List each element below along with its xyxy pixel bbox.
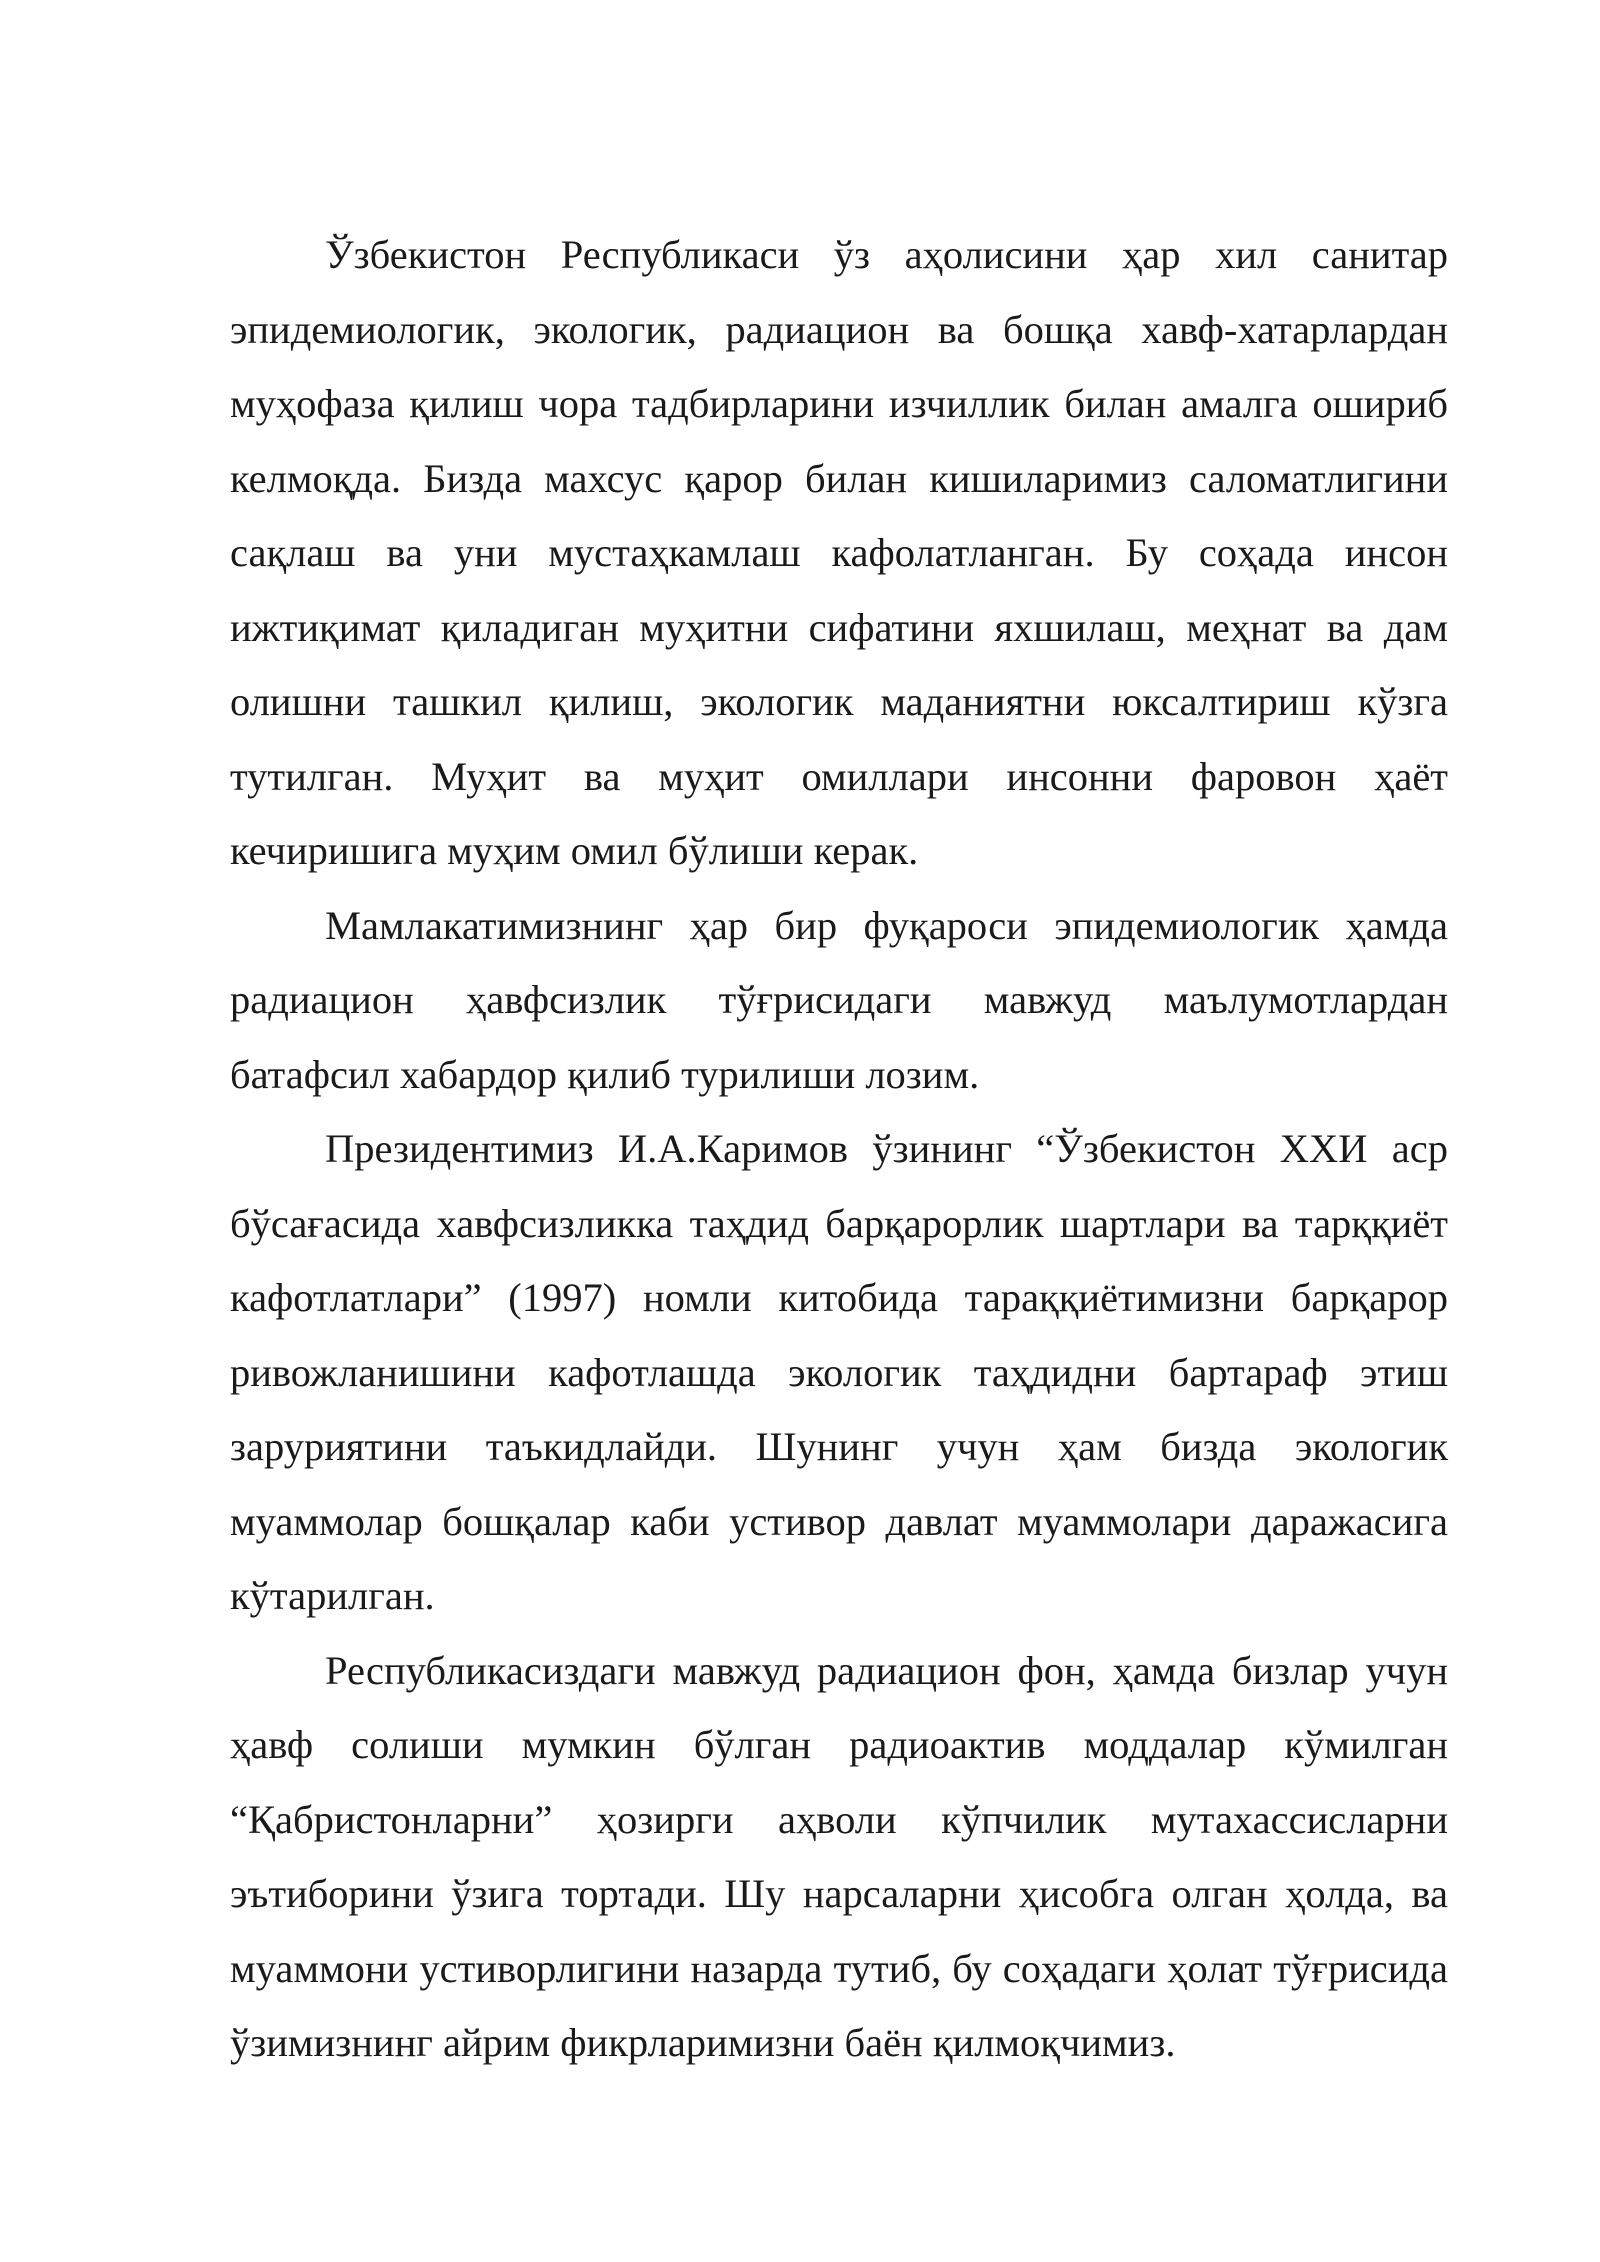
paragraph-2: Мамлакатимизнинг ҳар бир фуқароси эпидемиологик ҳамда радиацион ҳавфсизлик тўғрисидаги мавжуд маълумотлардан батафсил хабардор қилиб турилиши лозим. [230, 902, 1448, 1097]
document-body [230, 218, 1448, 2081]
paragraph-1: Ўзбекистон Республикаси ўз аҳолисини ҳар хил санитар эпидемиологик, экологик, радиацион ва бошқа хавф-хатарлардан муҳофаза қилиш чора тадбирларини изчиллик билан амалга ошириб келмоқда. Бизда махсус қарор билан кишиларимиз саломатлигини сақлаш ва уни мустаҳкамлаш кафолатланган. Бу соҳада инсон ижтиқимат қиладиган муҳитни сифатини яхшилаш, меҳнат ва дам олишни ташкил қилиш, экологик маданиятни юксалтириш кўзга тутилган. Муҳит ва муҳит омиллари инсонни фаровон ҳаёт кечиришига муҳим омил бўлиши керак. [230, 232, 1448, 873]
paragraph-4: Республикасиздаги мавжуд радиацион фон, ҳамда бизлар учун ҳавф солиши мумкин бўлган радиоактив моддалар кўмилган “Қабристонларни” ҳозирги аҳволи кўпчилик мутахассисларни эътиборини ўзига тортади. Шу нарсаларни ҳисобга олган ҳолда, ва муаммони устиворлигини назарда тутиб, бу соҳадаги ҳолат тўғрисида ўзимизнинг айрим фикрларимизни баён қилмоқчимиз. [230, 1647, 1448, 2065]
paragraph-3: Президентимиз И.А.Каримов ўзининг “Ўзбекистон ХХИ аср бўсағасида хавфсизликка таҳдид барқарорлик шартлари ва тарққиёт кафотлатлари” (1997) номли китобида тараққиётимизни барқарор ривожланишини кафотлашда экологик таҳдидни бартараф этиш заруриятини таъкидлайди. Шунинг учун ҳам бизда экологик муаммолар бошқалар каби устивор давлат муаммолари даражасига кўтарилган. [230, 1126, 1448, 1618]
